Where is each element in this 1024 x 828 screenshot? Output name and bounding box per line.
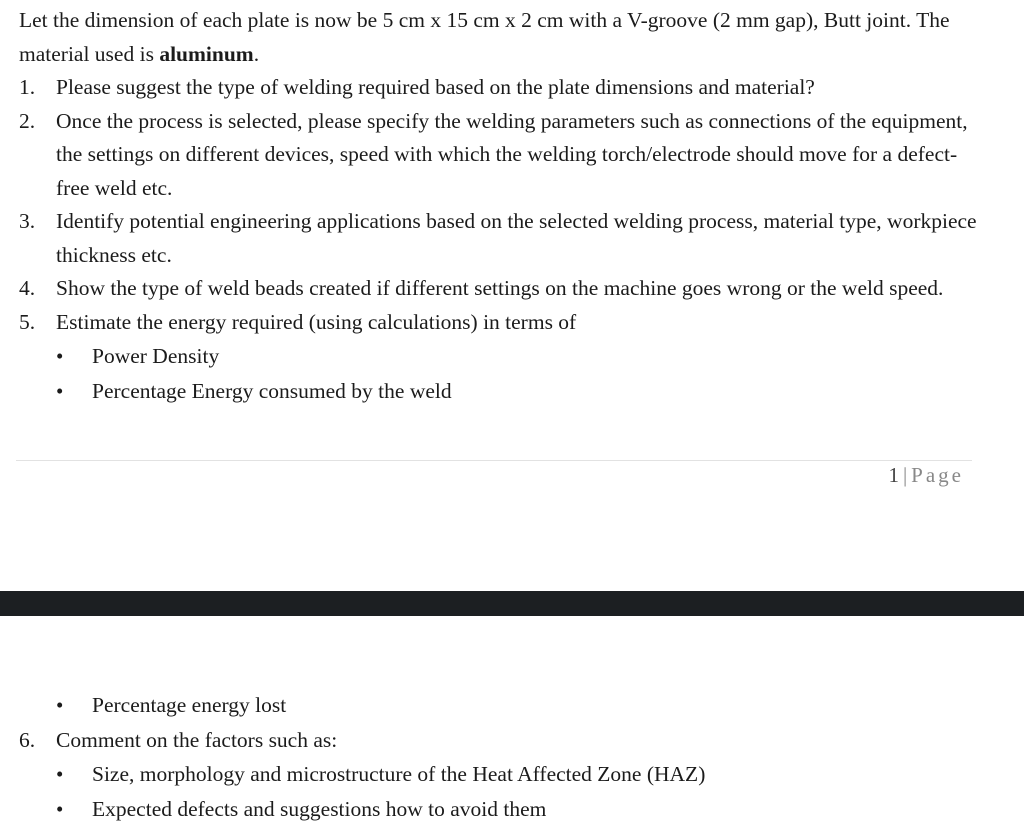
bullet-icon: •: [56, 344, 64, 368]
intro-text: Let the dimension of each plate is now be 5 cm x 15 cm x 2 cm with a V-groove (2 mm gap), Butt joint. The material used is: [19, 8, 950, 66]
page-2-content: [19, 688, 979, 827]
bullet-text: Power Density: [92, 344, 220, 368]
list-number: 2.: [19, 108, 36, 133]
list-number: 4.: [19, 276, 36, 300]
bullet-item-energy-lost: [19, 688, 979, 723]
bullet-item-power-density: [19, 339, 979, 374]
intro-paragraph: [19, 4, 979, 71]
list-item-4: [19, 272, 979, 306]
list-item-text: Identify potential engineering applications based on the selected welding process, material type, workpiece thickness etc.: [56, 209, 977, 267]
list-item-text: Show the type of weld beads created if different settings on the machine goes wrong or the weld speed.: [56, 276, 944, 300]
page-number-separator: |: [902, 463, 908, 487]
list-item-2: [19, 105, 979, 206]
list-item-6: [19, 723, 979, 757]
bullet-text: Size, morphology and microstructure of the Heat Affected Zone (HAZ): [92, 762, 706, 786]
list-item-text: Comment on the factors such as:: [56, 728, 338, 752]
bullet-item-haz: [19, 757, 979, 792]
page-break-gap: [0, 591, 1024, 616]
list-number: 1.: [19, 75, 36, 99]
bullet-text: Expected defects and suggestions how to avoid them: [92, 797, 547, 821]
list-number: 3.: [19, 209, 36, 233]
bullet-item-defects: [19, 792, 979, 827]
list-number: 6.: [19, 728, 36, 752]
bullet-icon: •: [56, 379, 64, 403]
list-item-text: Please suggest the type of welding required based on the plate dimensions and material?: [56, 75, 815, 99]
list-item-1: [19, 71, 979, 105]
bullet-text: Percentage energy lost: [92, 693, 287, 717]
intro-bold-material: aluminum: [159, 41, 254, 66]
list-number: 5.: [19, 309, 36, 334]
page-label: Page: [911, 463, 964, 487]
page-1-content: [19, 4, 979, 409]
footer-divider: [16, 460, 972, 461]
intro-end: .: [253, 41, 260, 66]
list-item-text: Once the process is selected, please specify the welding parameters such as connections of the equipment, the settings on different devices, speed with which the welding torch/electrode should move for a defect-free weld etc.: [56, 108, 968, 200]
page-number-value: 1: [888, 463, 899, 487]
bullet-icon: •: [56, 693, 64, 717]
list-item-5: [19, 306, 979, 340]
bullet-item-energy-consumed: [19, 374, 979, 409]
list-item-text: Estimate the energy required (using calculations) in terms of: [56, 309, 577, 334]
list-item-3: [19, 205, 979, 272]
page-number-footer: [888, 463, 964, 488]
bullet-icon: •: [56, 797, 64, 821]
bullet-icon: •: [56, 762, 64, 786]
bullet-text: Percentage Energy consumed by the weld: [92, 379, 452, 403]
